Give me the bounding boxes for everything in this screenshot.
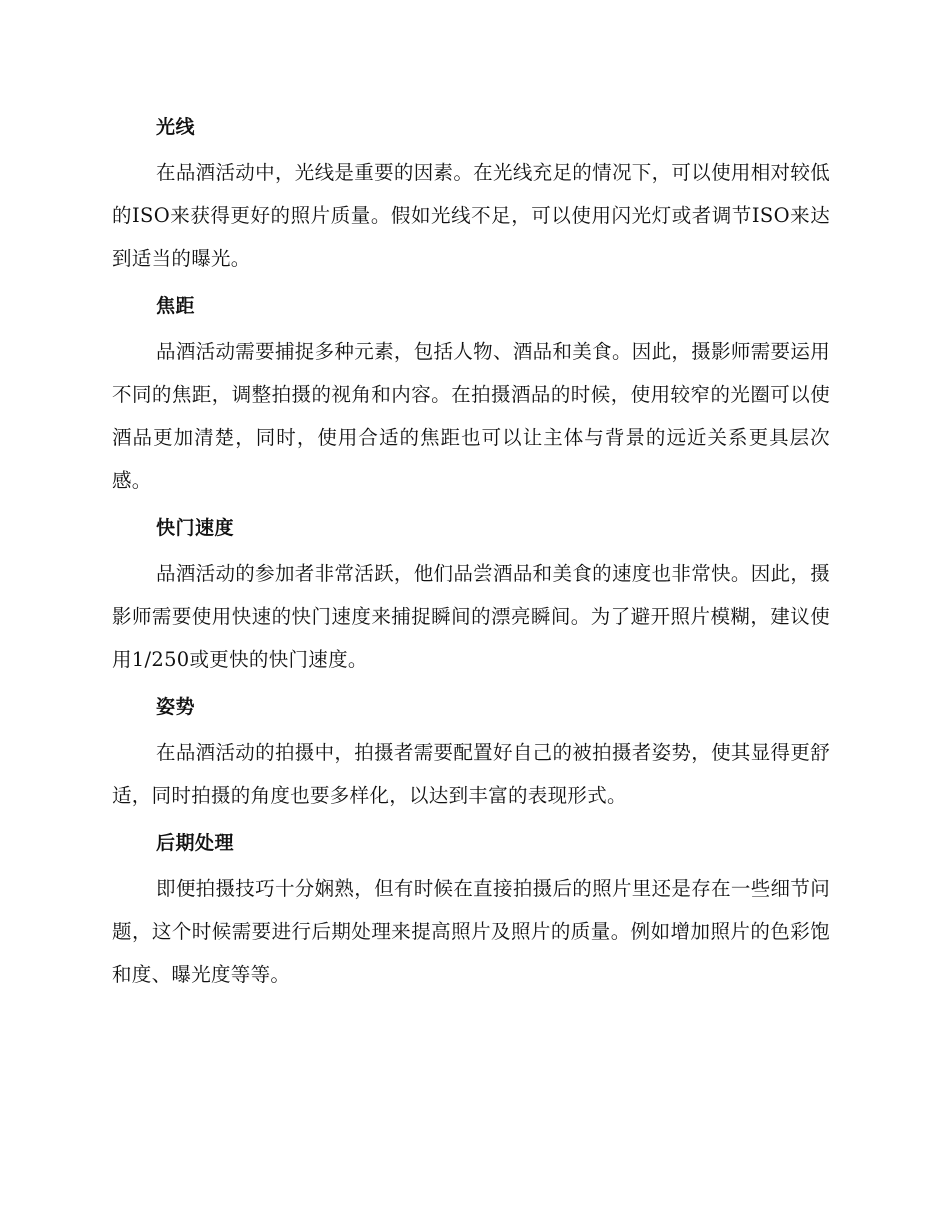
document-body <box>112 108 830 1003</box>
section-heading: 后期处理 <box>156 832 235 854</box>
section-posture <box>112 688 830 817</box>
section-heading: 姿势 <box>156 696 196 718</box>
section-lighting <box>112 108 830 280</box>
section-paragraph: 在品酒活动的拍摄中，拍摄者需要配置好自己的被拍摄者姿势，使其显得更舒适，同时拍摄的角度也要多样化，以达到丰富的表现形式。 <box>112 741 830 807</box>
section-paragraph: 品酒活动需要捕捉多种元素，包括人物、酒品和美食。因此，摄影师需要运用不同的焦距，调整拍摄的视角和内容。在拍摄酒品的时候，使用较窄的光圈可以使酒品更加清楚，同时，使用合适的焦距也可以让主体与背景的远近关系更具层次感。 <box>112 340 830 492</box>
section-heading: 焦距 <box>156 295 196 317</box>
section-shutter-speed <box>112 509 830 681</box>
section-focal-length <box>112 287 830 502</box>
section-paragraph: 即便拍摄技巧十分娴熟，但有时候在直接拍摄后的照片里还是存在一些细节问题，这个时候需要进行后期处理来提高照片及照片的质量。例如增加照片的色彩饱和度、曝光度等等。 <box>112 877 830 986</box>
section-heading: 光线 <box>156 116 196 138</box>
section-heading: 快门速度 <box>156 517 235 539</box>
section-paragraph: 品酒活动的参加者非常活跃，他们品尝酒品和美食的速度也非常快。因此，摄影师需要使用快速的快门速度来捕捉瞬间的漂亮瞬间。为了避开照片模糊，建议使用1/250或更快的快门速度。 <box>112 562 830 671</box>
section-post-processing <box>112 824 830 996</box>
section-paragraph: 在品酒活动中，光线是重要的因素。在光线充足的情况下，可以使用相对较低的ISO来获得更好的照片质量。假如光线不足，可以使用闪光灯或者调节ISO来达到适当的曝光。 <box>112 161 830 270</box>
